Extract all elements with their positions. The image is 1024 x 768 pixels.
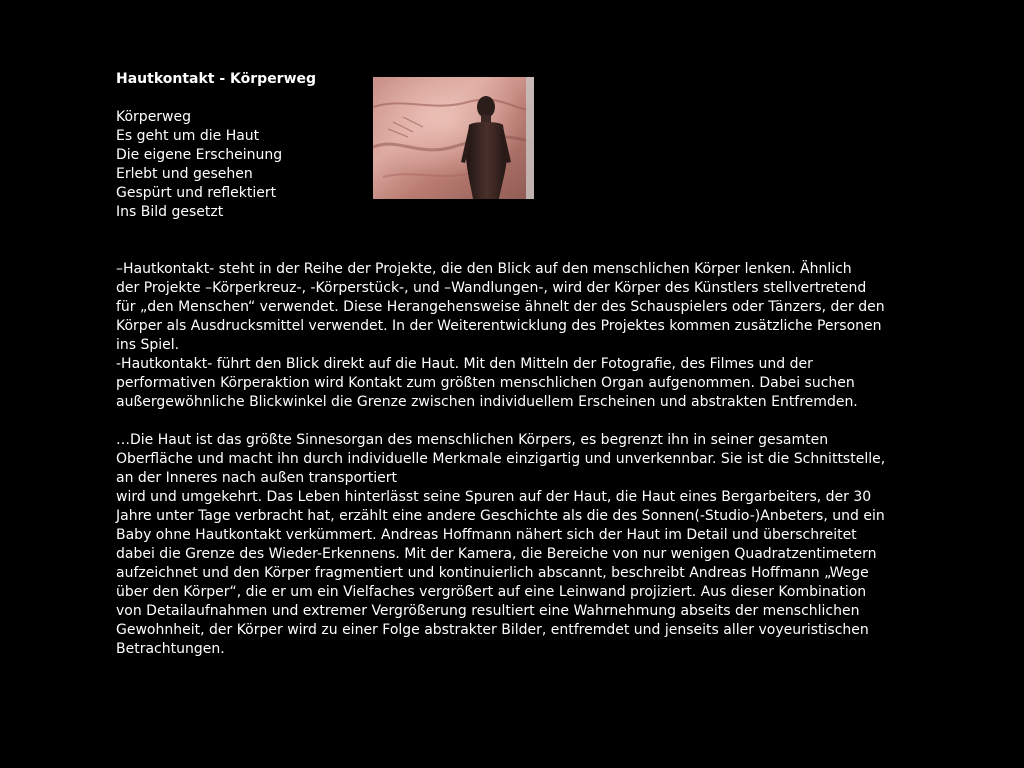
photo-skin-figure [373, 77, 534, 199]
page-title: Hautkontakt - Körperweg [116, 71, 317, 87]
paragraph-line: –Hautkontakt- steht in der Reihe der Projekte, die den Blick auf den menschlichen Körper lenken. Ähnlich [116, 261, 852, 277]
poem-line: Die eigene Erscheinung [116, 147, 283, 163]
paragraph-gap [116, 412, 916, 431]
poem [116, 108, 282, 222]
paragraph-line: über den Körper“, die er um ein Vielfaches vergrößert auf eine Leinwand projiziert. Aus dieser Kombination [116, 584, 867, 600]
poem-line: Körperweg [116, 109, 192, 125]
paragraph-line: Jahre unter Tage verbracht hat, erzählt eine andere Geschichte als die des Sonnen(-Studio-)Anbeters, und ein [116, 508, 885, 524]
poem-line: Gespürt und reflektiert [116, 185, 277, 201]
photo-skin-figure-image [373, 77, 534, 199]
paragraph-line: Gewohnheit, der Körper wird zu einer Folge abstrakter Bilder, entfremdet und jenseits aller voyeuristischen [116, 622, 869, 638]
paragraph-line: ins Spiel. [116, 337, 180, 353]
body-text [116, 260, 916, 659]
paragraph-line: von Detailaufnahmen und extremer Vergrößerung resultiert eine Wahrnehmung abseits der menschlichen [116, 603, 860, 619]
paragraph-line: -Hautkontakt- führt den Blick direkt auf die Haut. Mit den Mitteln der Fotografie, des Filmes und der [116, 356, 813, 372]
paragraph-line: dabei die Grenze des Wieder-Erkennens. Mit der Kamera, die Bereiche von nur wenigen Quadratzentimetern [116, 546, 877, 562]
paragraph-line: für „den Menschen“ verwendet. Diese Herangehensweise ähnelt der des Schauspielers oder Tänzers, der den [116, 299, 885, 315]
poem-line: Erlebt und gesehen [116, 166, 253, 182]
poem-line: Ins Bild gesetzt [116, 204, 224, 220]
paragraph-line: …Die Haut ist das größte Sinnesorgan des menschlichen Körpers, es begrenzt ihn in seiner gesamten [116, 432, 829, 448]
paragraph-line: Baby ohne Hautkontakt verkümmert. Andreas Hoffmann nähert sich der Haut im Detail und überschreitet [116, 527, 857, 543]
paragraph-line: an der Inneres nach außen transportiert [116, 470, 398, 486]
paragraph-line: Oberfläche und macht ihn durch individuelle Merkmale einzigartig und unverkennbar. Sie ist die Schnittstelle, [116, 451, 886, 467]
paragraph-line: aufzeichnet und den Körper fragmentiert und kontinuierlich abscannt, beschreibt Andreas Hoffmann „Wege [116, 565, 869, 581]
paragraph-line: der Projekte –Körperkreuz-, -Körperstück-, und –Wandlungen-, wird der Körper des Künstlers stellvertretend [116, 280, 867, 296]
paragraph-line: außergewöhnliche Blickwinkel die Grenze zwischen individuellem Erscheinen und abstrakten Entfremden. [116, 394, 858, 410]
paragraph-line: wird und umgekehrt. Das Leben hinterlässt seine Spuren auf der Haut, die Haut eines Bergarbeiters, der 30 [116, 489, 872, 505]
paragraph-line: Körper als Ausdrucksmittel verwendet. In der Weiterentwicklung des Projektes kommen zusätzliche Personen [116, 318, 882, 334]
poem-line: Es geht um die Haut [116, 128, 260, 144]
paragraph-line: Betrachtungen. [116, 641, 225, 657]
paragraph-line: performativen Körperaktion wird Kontakt zum größten menschlichen Organ aufgenommen. Dabei suchen [116, 375, 855, 391]
